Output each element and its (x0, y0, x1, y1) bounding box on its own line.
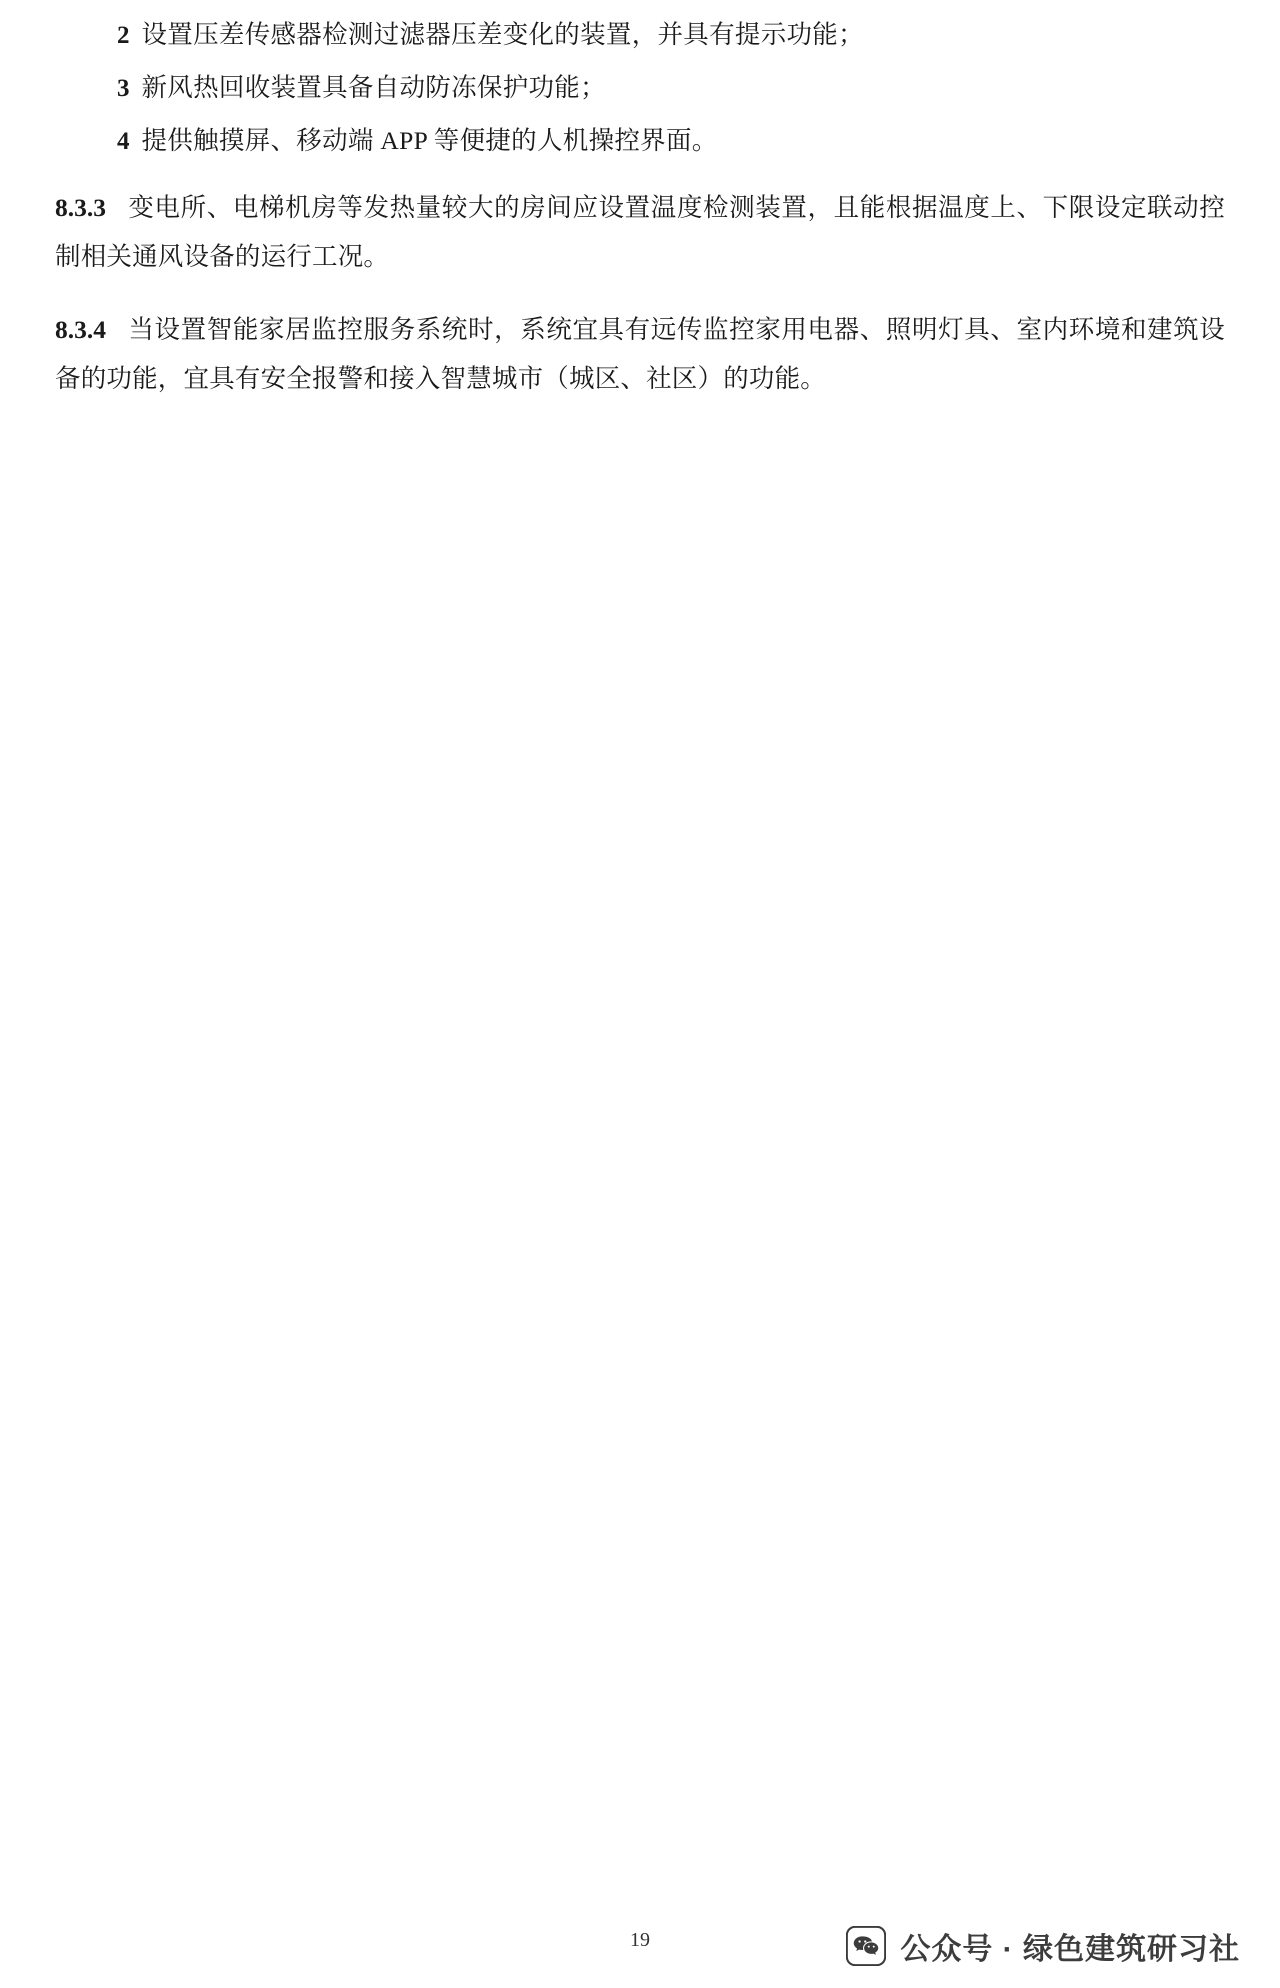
page-content (55, 10, 1225, 404)
clause-number: 8.3.3 (55, 193, 106, 223)
list-item-text: 提供触摸屏、移动端 APP 等便捷的人机操控界面。 (141, 125, 718, 155)
clause-8-3-3 (55, 184, 1225, 282)
list-item (55, 63, 1225, 114)
watermark-text: 公众号 · 绿色建筑研习社 (900, 1933, 1240, 1966)
clause-8-3-4 (55, 306, 1225, 404)
list-item (55, 116, 1225, 167)
list-item-text: 新风热回收装置具备自动防冻保护功能； (141, 72, 606, 102)
list-item-number: 3 (117, 74, 130, 102)
list-item-text: 设置压差传感器检测过滤器压差变化的装置，并具有提示功能； (141, 20, 864, 49)
page-number: 19 (630, 1929, 650, 1951)
clause-number: 8.3.4 (55, 315, 106, 345)
list-item (55, 10, 1225, 61)
clause-text: 变电所、电梯机房等发热量较大的房间应设置温度检测装置，且能根据温度上、下限设定联动控制相关通风设备的运行工况。 (55, 193, 1225, 272)
clause-text: 当设置智能家居监控服务系统时，系统宜具有远传监控家用电器、照明灯具、室内环境和建筑设备的功能，宜具有安全报警和接入智慧城市（城区、社区）的功能。 (55, 315, 1225, 394)
wechat-icon (846, 1926, 886, 1966)
watermark (846, 1924, 1240, 1968)
list-item-number: 4 (117, 127, 130, 155)
list-item-number: 2 (117, 22, 130, 49)
